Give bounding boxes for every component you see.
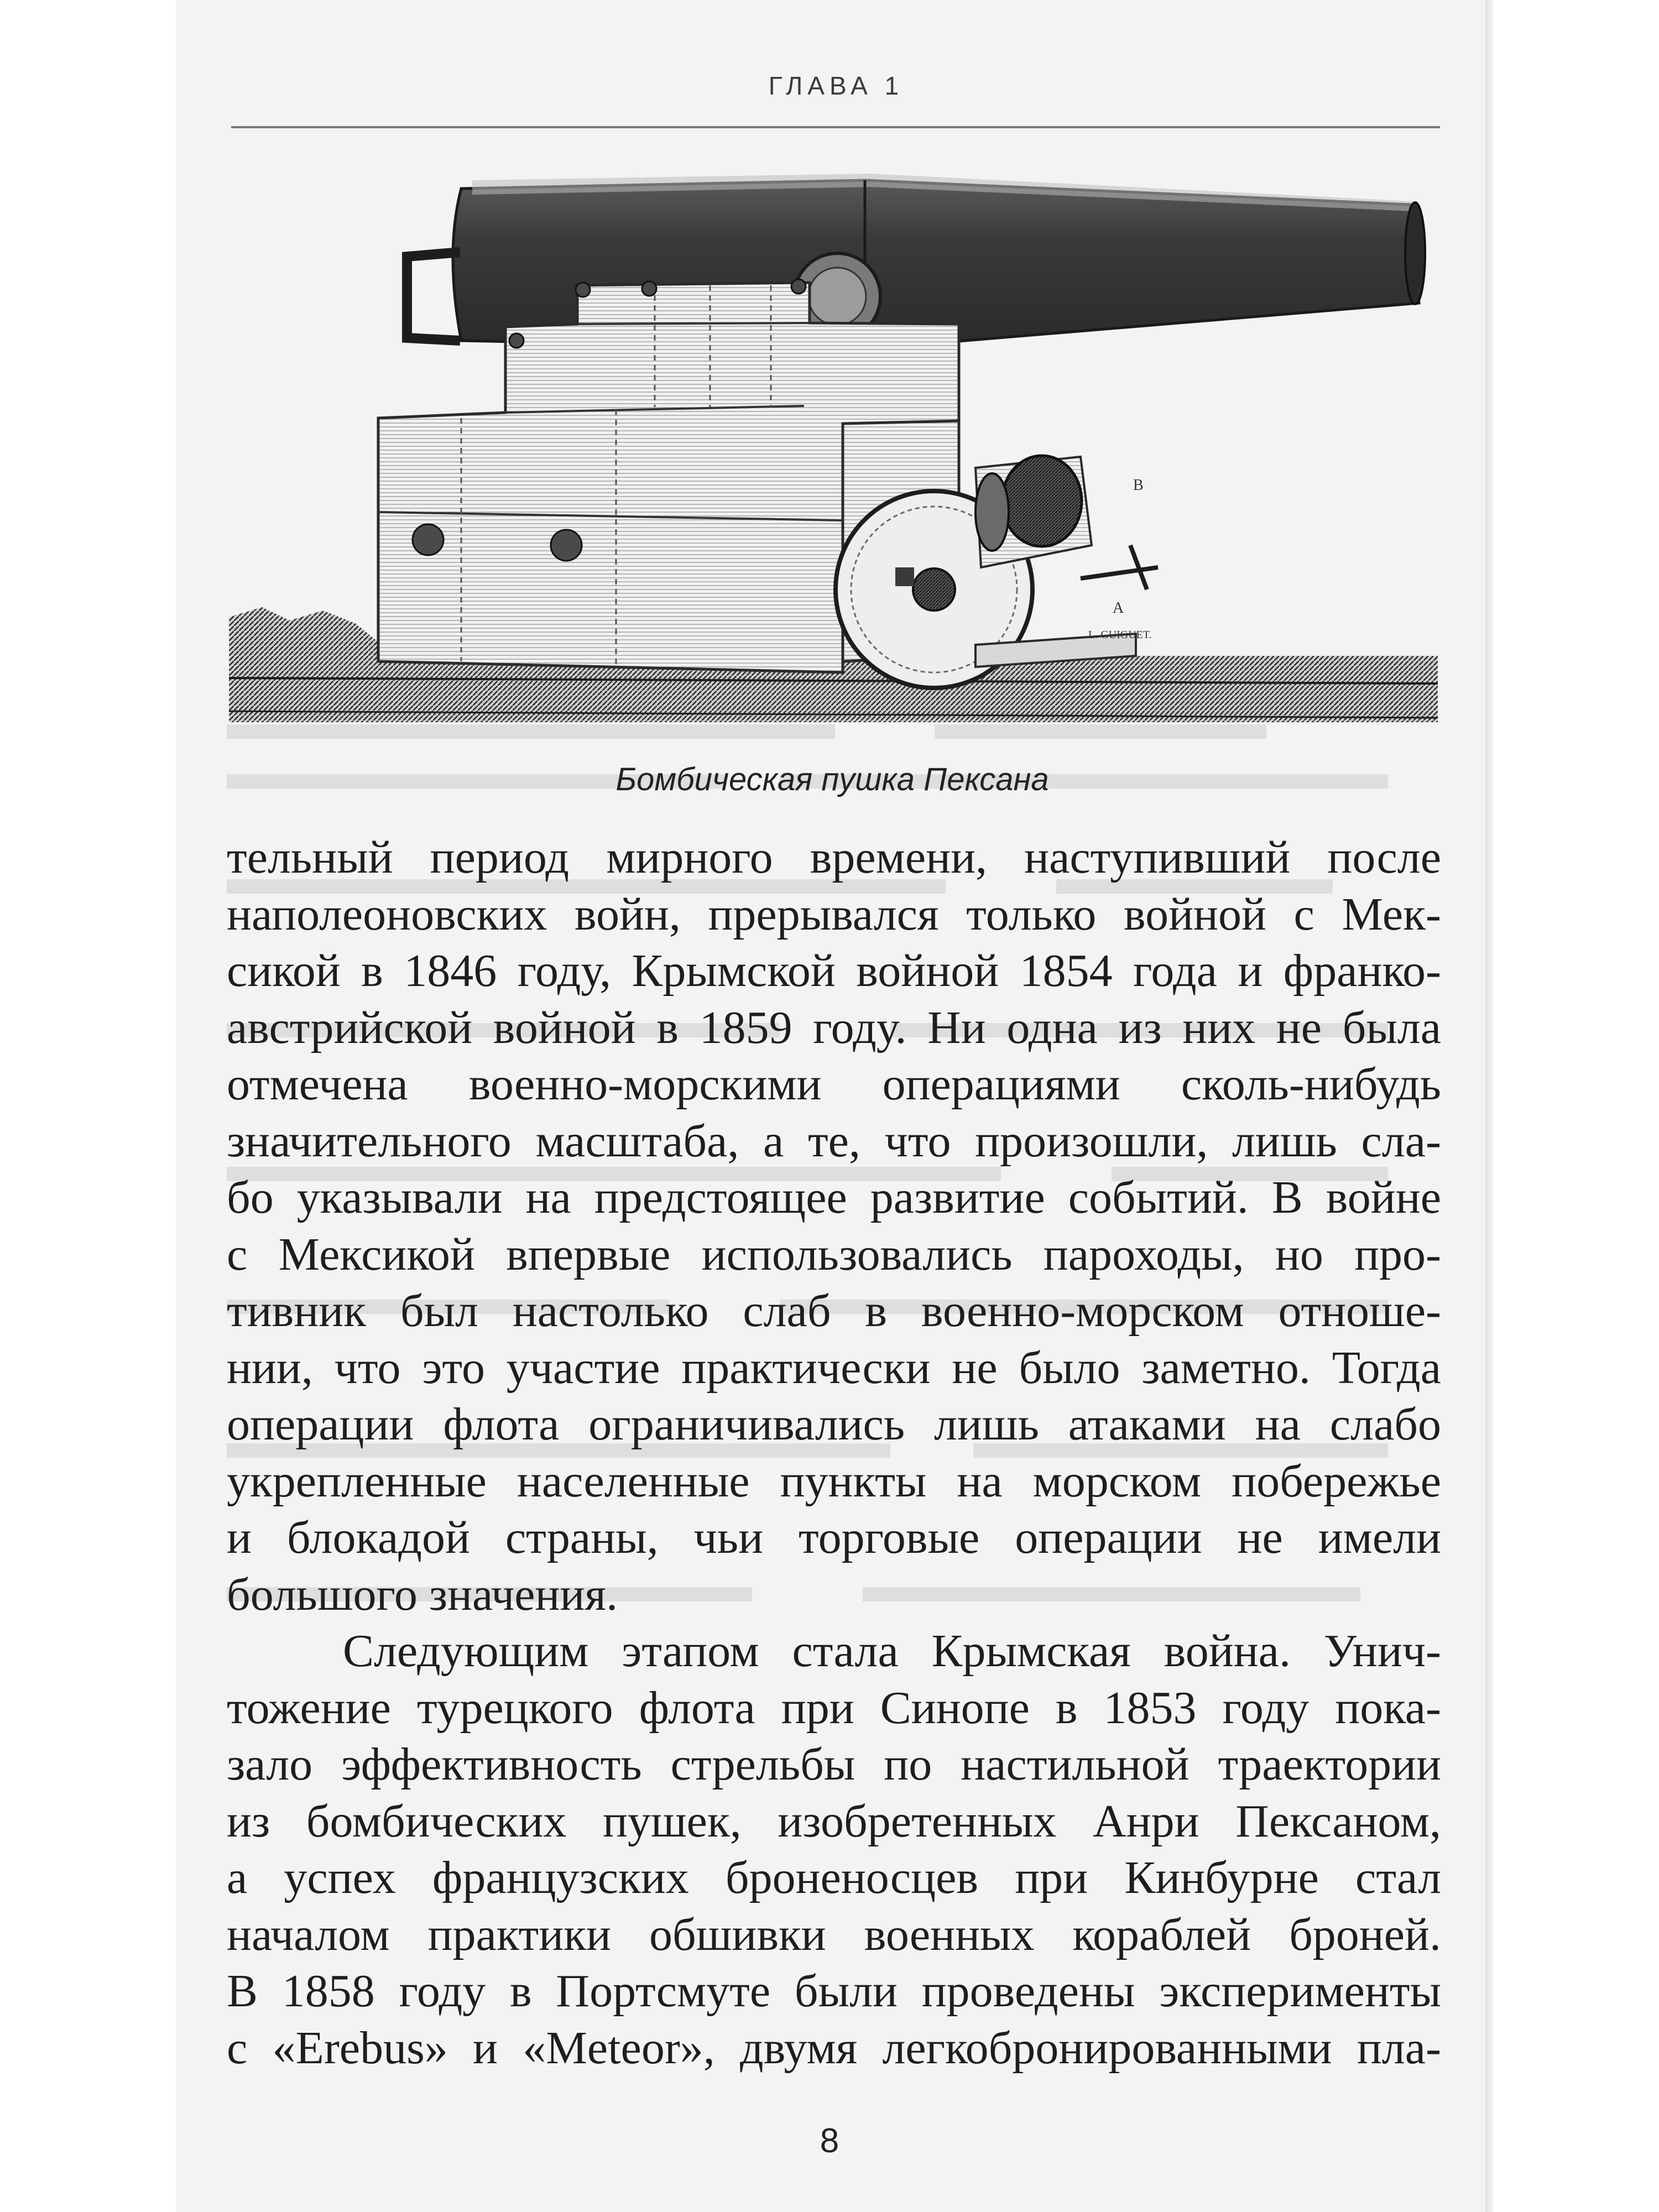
cannon-illustration [229, 158, 1438, 733]
page-number: 8 [820, 2122, 839, 2160]
text-line: австрийской войной в 1859 году. Ни одна из них не была [227, 1001, 1441, 1053]
text-line: тожение турецкого флота при Синопе в 1853 году пока- [227, 1682, 1441, 1734]
text-line: отмечена военно-морскими операциями сколь-нибудь [227, 1058, 1441, 1110]
page-edge [1485, 0, 1493, 2212]
text-line: нии, что это участие практически не было заметно. Тогда [227, 1342, 1441, 1394]
text-line: а успех французских броненосцев при Кинбурне стал [227, 1852, 1441, 1903]
text-line: укрепленные населенные пункты на морском побережье [227, 1455, 1441, 1507]
text-line: сикой в 1846 году, Крымской войной 1854 года и франко- [227, 945, 1441, 997]
text-line: значительного масштаба, а те, что произошли, лишь сла- [227, 1115, 1441, 1167]
text-line: с Мексикой впервые использовались пароходы, но про- [227, 1228, 1441, 1280]
text-line-paragraph-start: Следующим этапом стала Крымская война. Унич- [343, 1625, 1441, 1677]
running-head: ГЛАВА 1 [768, 71, 904, 100]
text-line: бо указывали на предстоящее развитие событий. В войне [227, 1172, 1441, 1223]
text-line: началом практики обшивки военных кораблей броней. [227, 1908, 1441, 1960]
part-label-b: B [1133, 477, 1144, 494]
text-line: с «Erebus» и «Meteor», двумя легкобронированными пла- [227, 2022, 1441, 2074]
text-line: тивник был настолько слаб в военно-морском отноше- [227, 1285, 1441, 1337]
figure-caption: Бомбическая пушка Пексана [615, 761, 1049, 797]
text-line: операции флота ограничивались лишь атаками на слабо [227, 1399, 1441, 1450]
text-line: из бомбических пушек, изобретенных Анри Пексаном, [227, 1795, 1441, 1847]
header-rule [231, 126, 1440, 128]
text-line: В 1858 году в Портсмуте были проведены эксперименты [227, 1965, 1441, 2017]
text-line: тельный период мирного времени, наступивший после [227, 832, 1441, 883]
text-line-paragraph-end: большого значения. [227, 1568, 618, 1620]
engraver-signature [1088, 626, 1177, 641]
text-line: и блокадой страны, чьи торговые операции не имели [227, 1512, 1441, 1563]
svg-text:L. GUIGUET.: L. GUIGUET. [1088, 629, 1152, 641]
part-label-a: A [1113, 599, 1124, 617]
text-line: зало эффективность стрельбы по настильной траектории [227, 1739, 1441, 1790]
body-text [227, 830, 1441, 2077]
text-line: наполеоновских войн, прерывался только войной с Мек- [227, 888, 1441, 940]
